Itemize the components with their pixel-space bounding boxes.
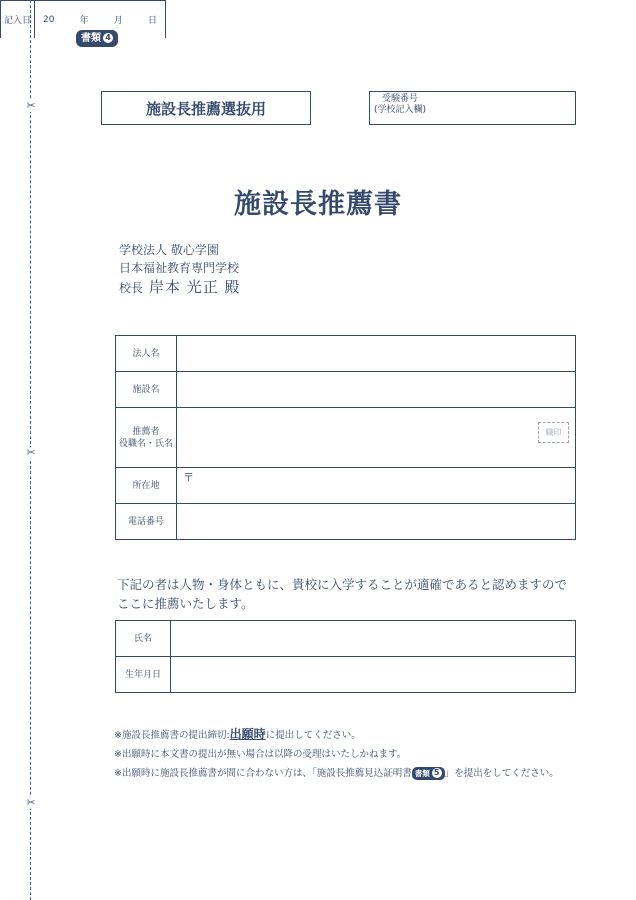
scissors-icon: ✂ — [24, 100, 38, 112]
statement-line2: ここに推薦いたします。 — [117, 596, 254, 611]
principal-prefix: 校長 — [119, 281, 144, 295]
birthdate-input[interactable] — [171, 657, 576, 693]
exam-number-note: (学校記入欄) — [374, 105, 427, 115]
official-seal-box — [538, 422, 569, 443]
scissors-icon: ✂ — [24, 447, 38, 459]
recommender-label — [116, 408, 177, 468]
facility-name-label: 施設名 — [116, 372, 177, 408]
note1-emphasis: 出願時 — [229, 727, 266, 741]
recommendation-statement — [117, 575, 597, 613]
note3-prefix: ※出願時に施設長推薦書が間に合わない方は、「施設長推薦見込証明書 — [114, 768, 412, 779]
page-title: 施設長推薦書 — [234, 189, 402, 220]
addressee-principal — [119, 276, 241, 297]
statement-line1: 下記の者は人物・身体ともに、貴校に入学することが適確であると認めますので — [117, 577, 568, 592]
document-badge — [76, 30, 118, 47]
document-badge-label: 書類 — [81, 33, 101, 44]
note1-suffix: に提出してください。 — [265, 730, 361, 741]
recommender-label-line1: 推薦者 — [132, 426, 160, 437]
facility-name-input[interactable] — [177, 372, 576, 408]
addressee-school: 日本福祉教育専門学校 — [119, 261, 240, 275]
corporation-name-label: 法人名 — [116, 336, 177, 372]
recommender-label-line2: 役職名・氏名 — [118, 438, 173, 449]
seal-label: 職印 — [545, 428, 562, 437]
principal-name: 岸本 光正 殿 — [149, 278, 241, 296]
entry-date-month: 月 — [113, 16, 123, 26]
recommender-form — [115, 335, 576, 540]
postal-mark: 〒 — [183, 471, 194, 484]
selection-type-label: 施設長推薦選抜用 — [145, 99, 266, 118]
phone-input[interactable] — [177, 504, 576, 540]
phone-label: 電話番号 — [116, 504, 177, 540]
birthdate-label: 生年月日 — [116, 657, 171, 693]
address-input[interactable] — [177, 468, 576, 504]
recommender-input[interactable] — [177, 408, 576, 468]
exam-number-field[interactable] — [369, 91, 576, 125]
addressee-corporation: 学校法人 敬心学園 — [119, 243, 219, 257]
note-late-certificate — [114, 765, 559, 780]
entry-date-label: 記入日 — [1, 1, 35, 38]
document-badge-number: 4 — [103, 33, 113, 43]
scissors-icon: ✂ — [24, 797, 38, 809]
candidate-form — [115, 620, 576, 693]
address-label: 所在地 — [116, 468, 177, 504]
note-deadline — [114, 725, 361, 742]
note1-prefix: ※施設長推薦書の提出締切: — [114, 730, 230, 741]
exam-number-label: 受験番号 — [382, 94, 419, 104]
note-not-accepted: ※出願時に本文書の提出が無い場合は以降の受理はいたしかねます。 — [114, 749, 407, 760]
note3-badge-number: 5 — [432, 768, 442, 778]
note3-suffix: 」を提出をしてください。 — [444, 768, 559, 779]
document-5-badge — [412, 767, 445, 780]
candidate-name-input[interactable] — [171, 621, 576, 657]
entry-date-day: 日 — [147, 16, 157, 26]
entry-date-year: 年 — [79, 16, 89, 26]
candidate-name-label: 氏名 — [116, 621, 171, 657]
selection-type-box — [101, 91, 311, 125]
note3-badge-label: 書類 — [414, 769, 430, 778]
entry-date-year-prefix: 20 — [43, 14, 55, 25]
corporation-name-input[interactable] — [177, 336, 576, 372]
